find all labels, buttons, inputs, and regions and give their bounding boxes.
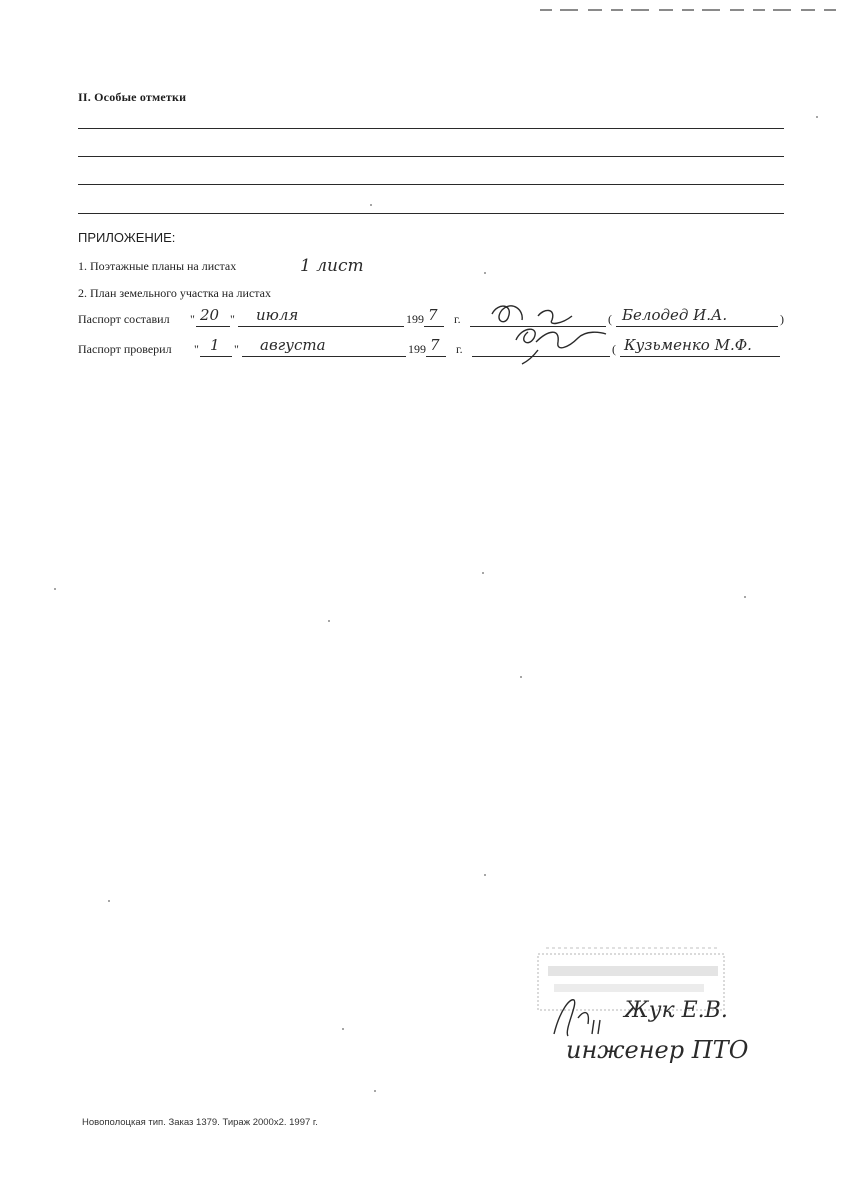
- compiler-name: Белодед И.А.: [622, 306, 728, 324]
- day-underline: [196, 326, 230, 327]
- year-suffix: г.: [456, 342, 463, 356]
- approval-position: инженер ПТО: [566, 1036, 749, 1064]
- notes-line: [78, 213, 784, 214]
- checked-label: Паспорт проверил: [78, 342, 172, 356]
- scan-speck: [54, 588, 56, 590]
- compiled-row: [78, 306, 798, 332]
- scan-speck: [744, 596, 746, 598]
- top-dashed-rule: [540, 8, 840, 12]
- paren-close: ): [780, 312, 784, 326]
- checked-month: августа: [260, 336, 326, 354]
- year-suffix: г.: [454, 312, 461, 326]
- paren-open: (: [608, 312, 612, 326]
- month-underline: [238, 326, 404, 327]
- compiled-day: 20: [200, 306, 220, 324]
- appendix-title: ПРИЛОЖЕНИЕ:: [78, 230, 176, 245]
- notes-line: [78, 184, 784, 185]
- compiled-label: Паспорт составил: [78, 312, 170, 326]
- checked-row: [78, 336, 798, 362]
- quote-close: ": [230, 312, 235, 326]
- scan-speck: [816, 116, 818, 118]
- appendix-item-land-plan: 2. План земельного участка на листах: [78, 286, 272, 300]
- appendix-item-floor-plans: 1. Поэтажные планы на листах: [78, 259, 237, 273]
- scan-speck: [374, 1090, 376, 1092]
- approval-note: [540, 990, 780, 1080]
- scan-speck: [370, 204, 372, 206]
- year-prefix: 199: [408, 342, 426, 356]
- compiled-month: июля: [256, 306, 299, 324]
- notes-line: [78, 156, 784, 157]
- year-underline: [424, 326, 444, 327]
- day-underline: [200, 356, 232, 357]
- name-underline: [616, 326, 778, 327]
- quote-open: ": [194, 342, 199, 356]
- scan-speck: [328, 620, 330, 622]
- scan-speck: [108, 900, 110, 902]
- checker-signature-scribble: [508, 320, 618, 366]
- checker-name: Кузьменко М.Ф.: [624, 336, 752, 354]
- compiled-year-digit: 7: [428, 306, 438, 324]
- year-underline: [426, 356, 446, 357]
- floor-plans-sheets-value: 1 лист: [300, 256, 364, 276]
- printer-imprint: Новополоцкая тип. Заказ 1379. Тираж 2000х2. 1997 г.: [82, 1117, 318, 1128]
- scan-speck: [484, 874, 486, 876]
- approval-name: Жук Е.В.: [624, 998, 728, 1023]
- quote-close: ": [234, 342, 239, 356]
- checked-day: 1: [210, 336, 220, 354]
- scan-speck: [482, 572, 484, 574]
- notes-line: [78, 128, 784, 129]
- scan-speck: [342, 1028, 344, 1030]
- scan-speck: [520, 676, 522, 678]
- year-prefix: 199: [406, 312, 424, 326]
- quote-open: ": [190, 312, 195, 326]
- checked-year-digit: 7: [430, 336, 440, 354]
- scan-speck: [484, 272, 486, 274]
- name-underline: [620, 356, 780, 357]
- month-underline: [242, 356, 406, 357]
- section-title: II. Особые отметки: [78, 90, 187, 104]
- paren-open: (: [612, 342, 616, 356]
